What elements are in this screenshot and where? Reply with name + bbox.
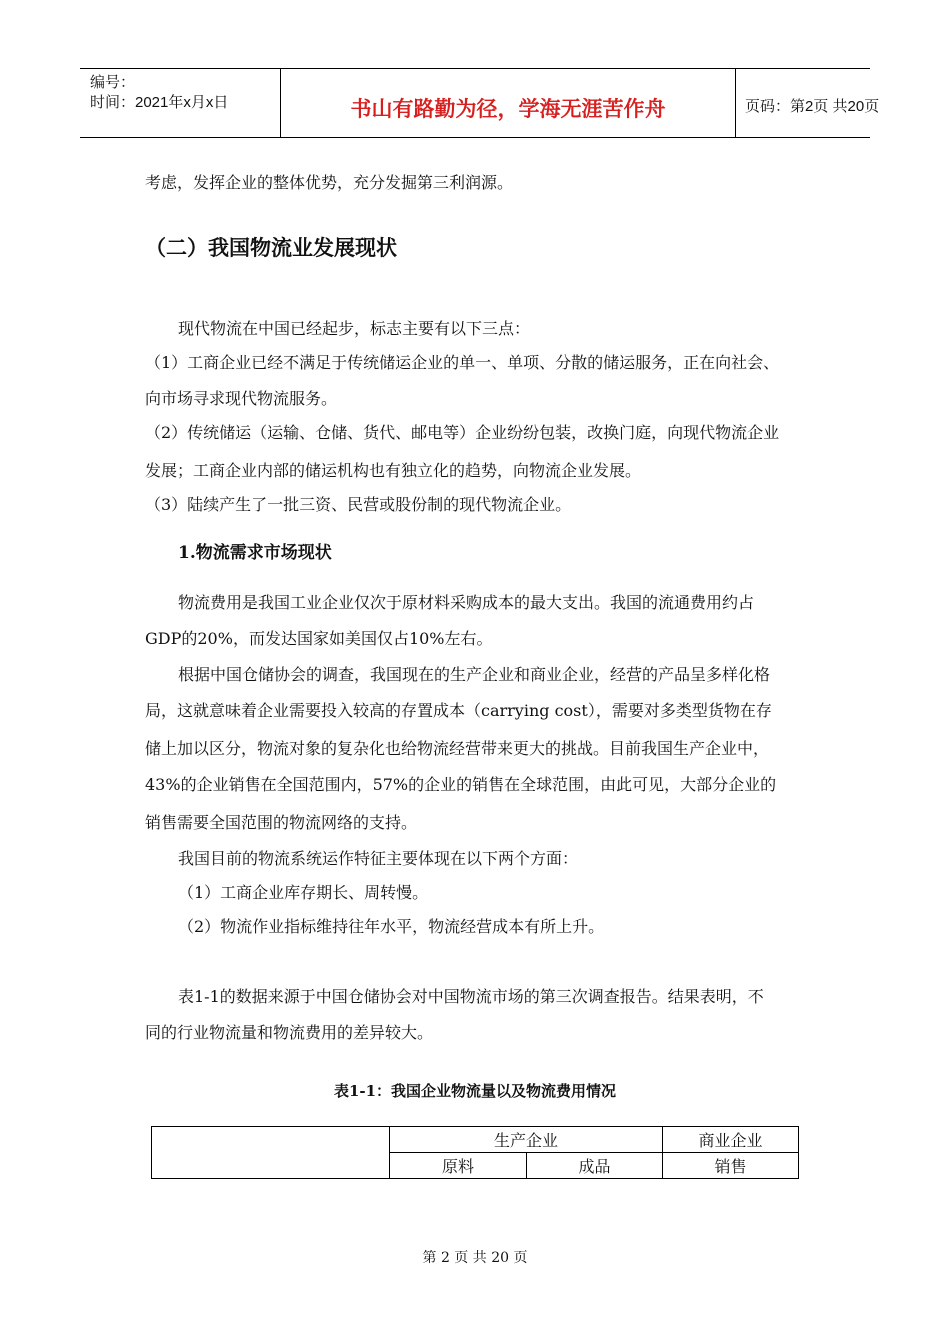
paragraph: GDP的20%，而发达国家如美国仅占10%左右。 — [145, 629, 493, 648]
table-header-row — [152, 1127, 799, 1153]
paragraph: 销售需要全国范围的物流网络的支持。 — [145, 813, 418, 832]
paragraph: （1）工商企业已经不满足于传统储运企业的单一、单项、分散的储运服务，正在向社会、 — [145, 353, 780, 372]
page-header — [80, 68, 880, 138]
subsection-title: 1.物流需求市场现状 — [178, 543, 332, 563]
paragraph: 向市场寻求现代物流服务。 — [145, 389, 338, 408]
header-meta-cell — [80, 69, 280, 137]
logistics-table — [151, 1126, 799, 1179]
paragraph: 表1-1的数据来源于中国仓储协会对中国物流市场的第三次调查报告。结果表明，不 — [178, 987, 764, 1006]
paragraph: （2）物流作业指标维持往年水平，物流经营成本有所上升。 — [178, 917, 605, 936]
paragraph: 现代物流在中国已经起步，标志主要有以下三点： — [178, 319, 531, 338]
paragraph: （2）传统储运（运输、仓储、货代、邮电等）企业纷纷包装，改换门庭，向现代物流企业 — [145, 423, 780, 442]
table-corner-cell — [152, 1127, 390, 1179]
section-title: （二）我国物流业发展现状 — [145, 235, 397, 260]
table-group-header: 生产企业 — [390, 1127, 663, 1153]
table-column-header: 成品 — [527, 1153, 663, 1179]
paragraph-continued: 考虑，发挥企业的整体优势，充分发掘第三利润源。 — [145, 173, 514, 192]
page-footer: 第 2 页 共 20 页 — [422, 1250, 528, 1266]
table-group-header: 商业企业 — [663, 1127, 799, 1153]
paragraph: 储上加以区分，物流对象的复杂化也给物流经营带来更大的挑战。目前我国生产企业中， — [145, 739, 770, 758]
paragraph: 物流费用是我国工业企业仅次于原材料采购成本的最大支出。我国的流通费用约占 — [178, 593, 755, 612]
paragraph: （3）陆续产生了一批三资、民营或股份制的现代物流企业。 — [145, 495, 572, 514]
table-caption: 表1-1：我国企业物流量以及物流费用情况 — [333, 1082, 617, 1100]
paragraph: 我国目前的物流系统运作特征主要体现在以下两个方面： — [178, 849, 579, 868]
doc-time-label: 时间：2021年x月x日 — [90, 94, 229, 111]
header-motto-cell — [280, 69, 736, 137]
header-motto: 书山有路勤为径，学海无涯苦作舟 — [350, 96, 666, 121]
doc-number-label: 编号： — [90, 74, 136, 91]
paragraph: 根据中国仓储协会的调查，我国现在的生产企业和商业企业，经营的产品呈多样化格 — [178, 665, 771, 684]
paragraph: 局，这就意味着企业需要投入较高的存置成本（carrying cost），需要对多类型货物在存 — [145, 701, 772, 720]
table-column-header: 原料 — [390, 1153, 527, 1179]
header-page-label: 页码：第2页 共20页 — [745, 98, 880, 115]
paragraph: 43%的企业销售在全国范围内，57%的企业的销售在全球范围，由此可见，大部分企业的 — [145, 775, 777, 794]
table-column-header: 销售 — [663, 1153, 799, 1179]
paragraph: 同的行业物流量和物流费用的差异较大。 — [145, 1023, 434, 1042]
paragraph: 发展；工商企业内部的储运机构也有独立化的趋势，向物流企业发展。 — [145, 461, 642, 480]
paragraph: （1）工商企业库存期长、周转慢。 — [178, 883, 429, 902]
header-page-cell — [735, 69, 880, 137]
